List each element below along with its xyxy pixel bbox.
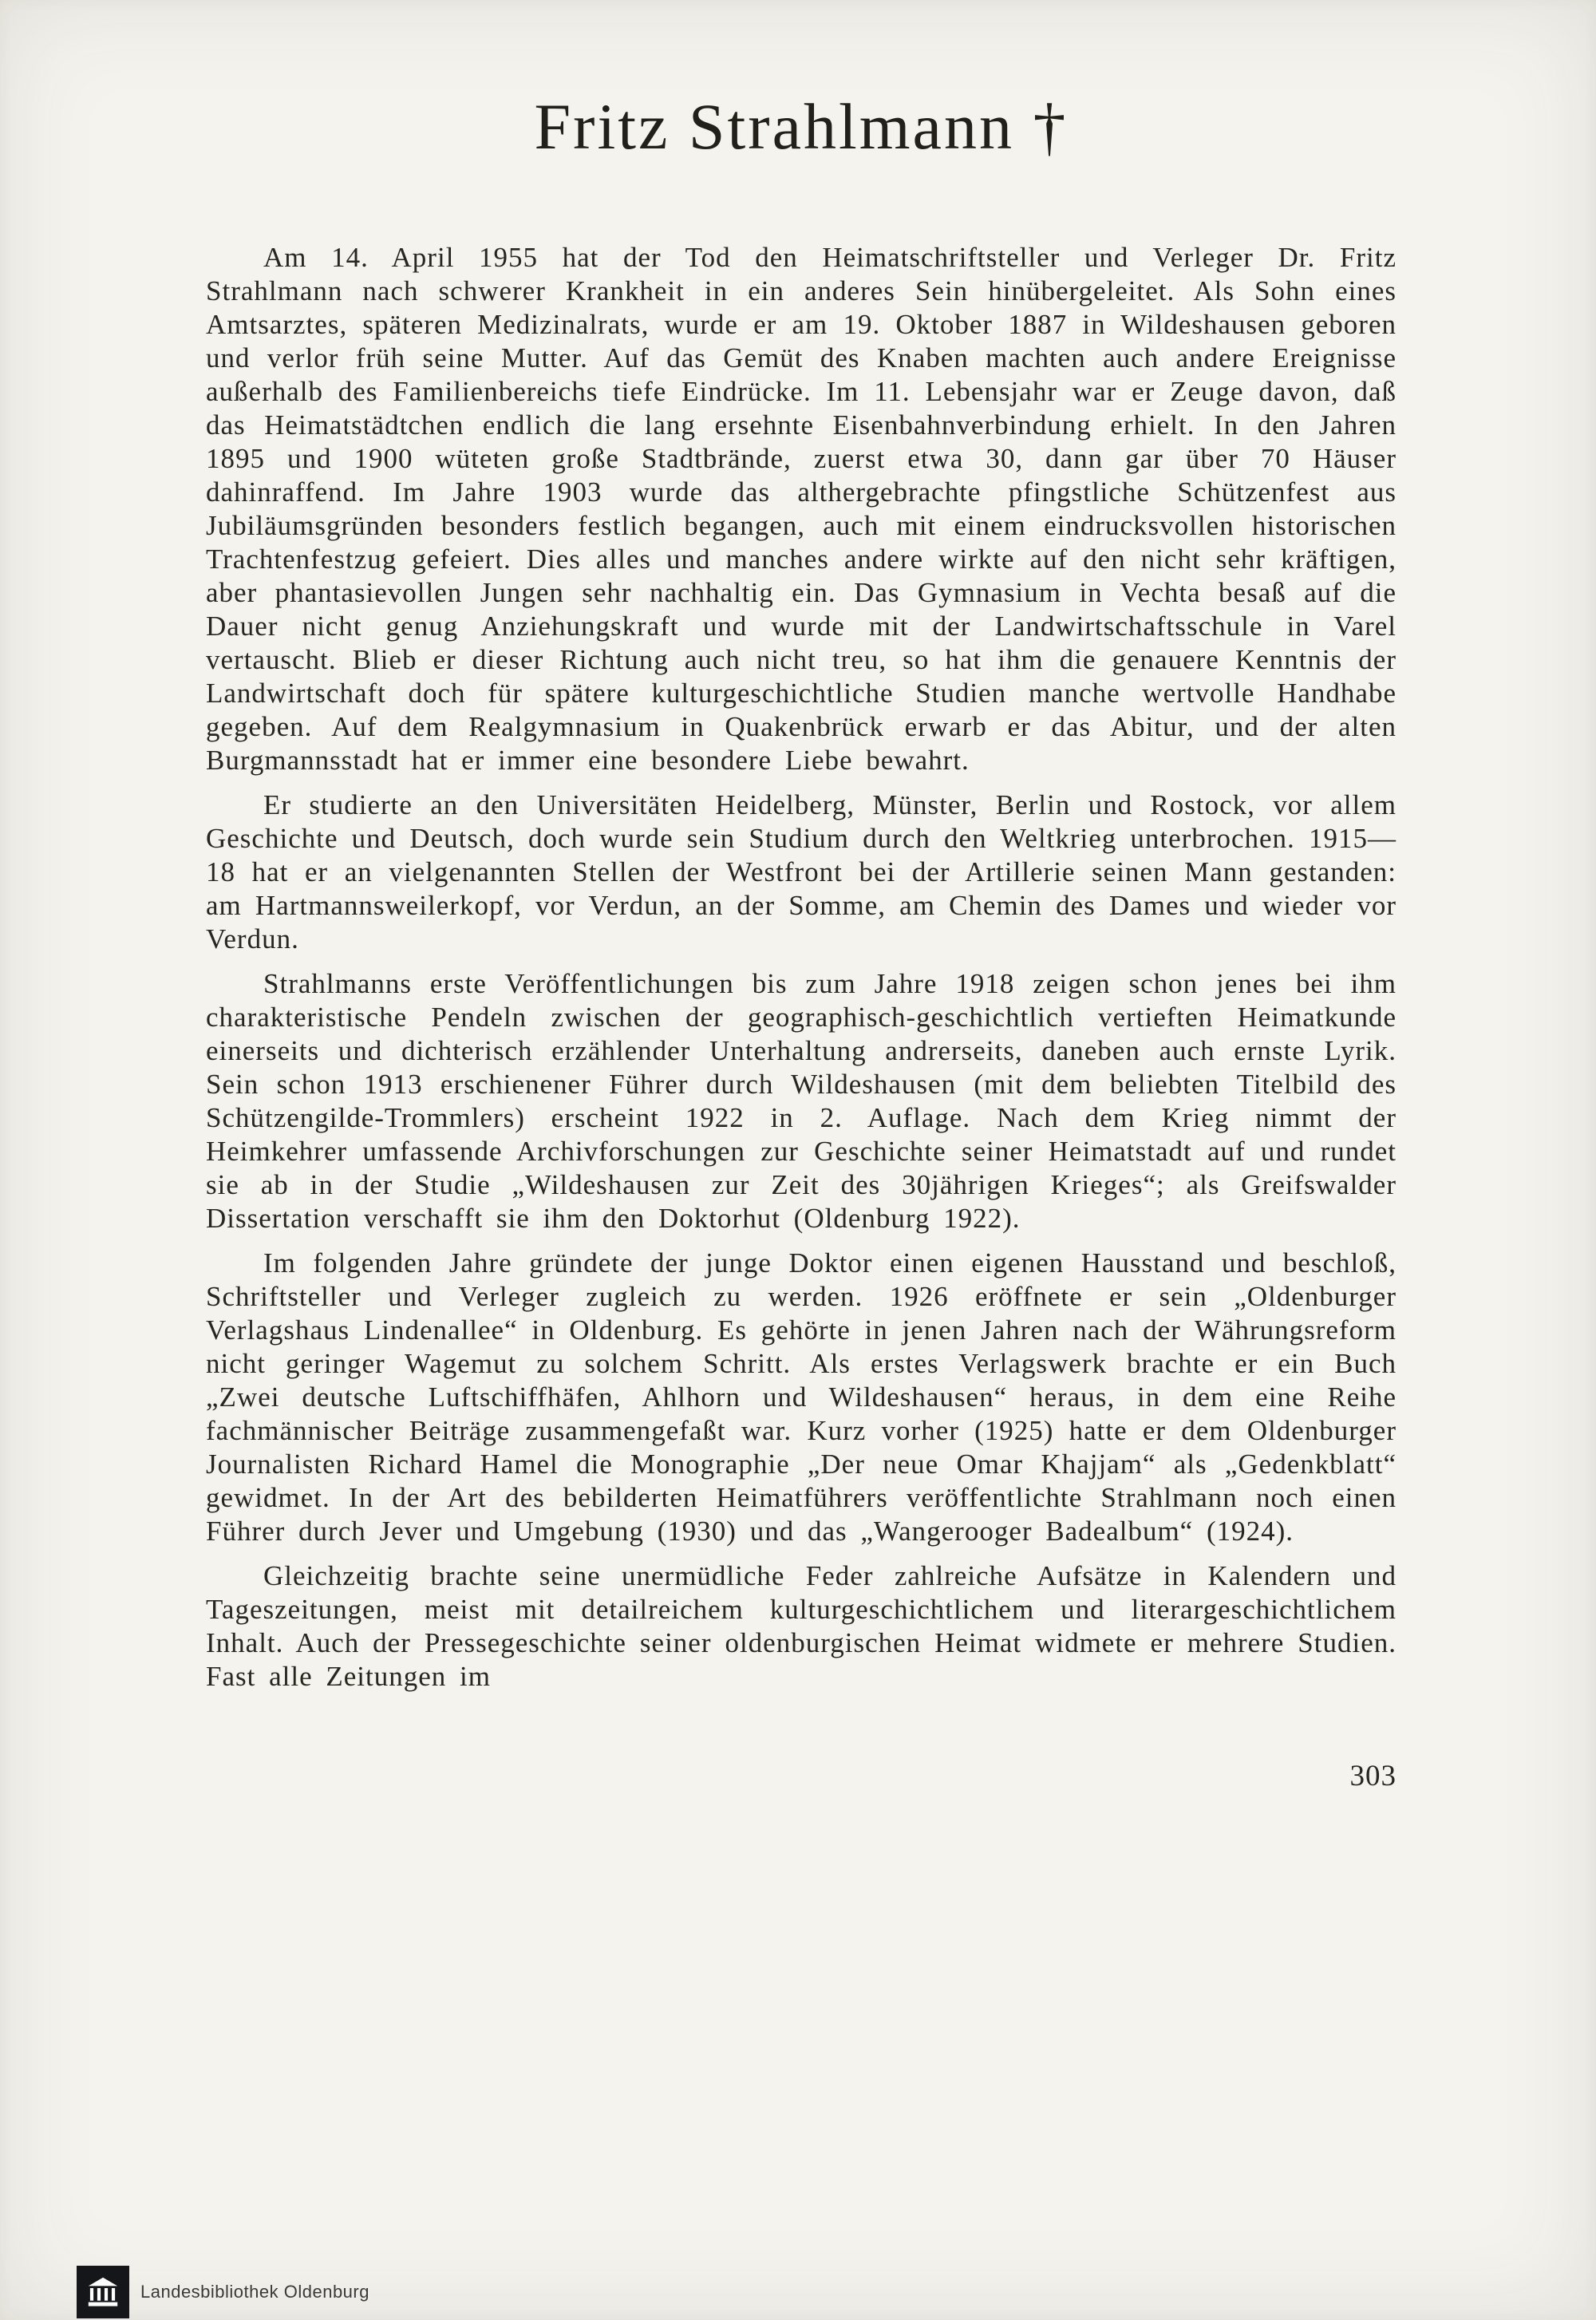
paragraph-1: Am 14. April 1955 hat der Tod den Heimatschriftsteller und Verleger Dr. Fritz Strahlmann nach schwerer Krankheit in ein anderes Sein hinübergeleitet. Als Sohn eines Amtsarztes, späteren Medizinalrats, wurde er am 19. Oktober 1887 in Wildeshausen geboren und verlor früh seine Mutter. Auf das Gemüt des Knaben machten auch andere Ereignisse außerhalb des Familienbereichs tiefe Eindrücke. Im 11. Lebensjahr war er Zeuge davon, daß das Heimatstädtchen endlich die lang ersehnte Eisenbahnverbindung erhielt. In den Jahren 1895 und 1900 wüteten große Stadtbrände, zuerst etwa 30, dann gar über 70 Häuser dahinraffend. Im Jahre 1903 wurde das althergebrachte pfingstliche Schützenfest aus Jubiläumsgründen besonders festlich begangen, auch mit einem eindrucksvollen historischen Trachtenfestzug gefeiert. Dies alles und manches andere wirkte auf den nicht sehr kräftigen, aber phantasievollen Jungen sehr nachhaltig ein. Das Gymnasium in Vechta besaß auf die Dauer nicht genug Anziehungskraft und wurde mit der Landwirtschaftsschule in Varel vertauscht. Blieb er dieser Richtung auch nicht treu, so hat ihm die genauere Kenntnis der Landwirtschaft doch für spätere kulturgeschichtliche Studien manche wertvolle Handhabe gegeben. Auf dem Realgymnasium in Quakenbrück erwarb er das Abitur, und der alten Burgmannsstadt hat er immer eine besondere Liebe bewahrt.: [206, 242, 1396, 776]
library-stamp: [77, 2266, 369, 2318]
page-content: [206, 89, 1396, 1793]
page-title: Fritz Strahlmann †: [534, 90, 1069, 163]
paragraph-4: Im folgenden Jahre gründete der junge Doktor einen eigenen Hausstand und beschloß, Schriftsteller und Verleger zugleich zu werden. 1926 eröffnete er sein „Oldenburger Verlagshaus Lindenallee“ in Oldenburg. Es gehörte in jenen Jahren nach der Währungsreform nicht geringer Wagemut zu solchem Schritt. Als erstes Verlagswerk brachte er ein Buch „Zwei deutsche Luftschiffhäfen, Ahlhorn und Wildeshausen“ heraus, in dem eine Reihe fachmännischer Beiträge zusammengefaßt war. Kurz vorher (1925) hatte er dem Oldenburger Journalisten Richard Hamel die Monographie „Der neue Omar Khajjam“ als „Gedenkblatt“ gewidmet. In der Art des bebilderten Heimatführers veröffentlichte Strahlmann noch einen Führer durch Jever und Umgebung (1930) und das „Wangerooger Badealbum“ (1924).: [206, 1247, 1396, 1547]
article-body: [206, 241, 1396, 1694]
library-stamp-label: Landesbibliothek Oldenburg: [140, 2282, 369, 2302]
paragraph-2: Er studierte an den Universitäten Heidelberg, Münster, Berlin und Rostock, vor allem Geschichte und Deutsch, doch wurde sein Studium durch den Weltkrieg unterbrochen. 1915—18 hat er an vielgenannten Stellen der Westfront bei der Artillerie seinen Mann gestanden: am Hartmannsweilerkopf, vor Verdun, an der Somme, am Chemin des Dames und wieder vor Verdun.: [206, 789, 1396, 954]
page-number: 303: [1349, 1760, 1396, 1792]
paragraph-5: Gleichzeitig brachte seine unermüdliche Feder zahlreiche Aufsätze in Kalendern und Tageszeitungen, meist mit detailreichem kulturgeschichtlichem und literargeschichtlichem Inhalt. Auch der Pressegeschichte seiner oldenburgischen Heimat widmete er mehrere Studien. Fast alle Zeitungen im: [206, 1560, 1396, 1692]
library-building-icon: [77, 2266, 129, 2318]
paragraph-3: Strahlmanns erste Veröffentlichungen bis zum Jahre 1918 zeigen schon jenes bei ihm charakteristische Pendeln zwischen der geographisch-geschichtlich vertieften Heimatkunde einerseits und dichterisch erzählender Unterhaltung andrerseits, daneben auch ernste Lyrik. Sein schon 1913 erschienener Führer durch Wildeshausen (mit dem beliebten Titelbild des Schützengilde-Trommlers) erscheint 1922 in 2. Auflage. Nach dem Krieg nimmt der Heimkehrer umfassende Archivforschungen zur Geschichte seiner Heimatstadt auf und rundet sie ab in der Studie „Wildeshausen zur Zeit des 30jährigen Krieges“; als Greifswalder Dissertation verschafft sie ihm den Doktorhut (Oldenburg 1922).: [206, 968, 1396, 1234]
